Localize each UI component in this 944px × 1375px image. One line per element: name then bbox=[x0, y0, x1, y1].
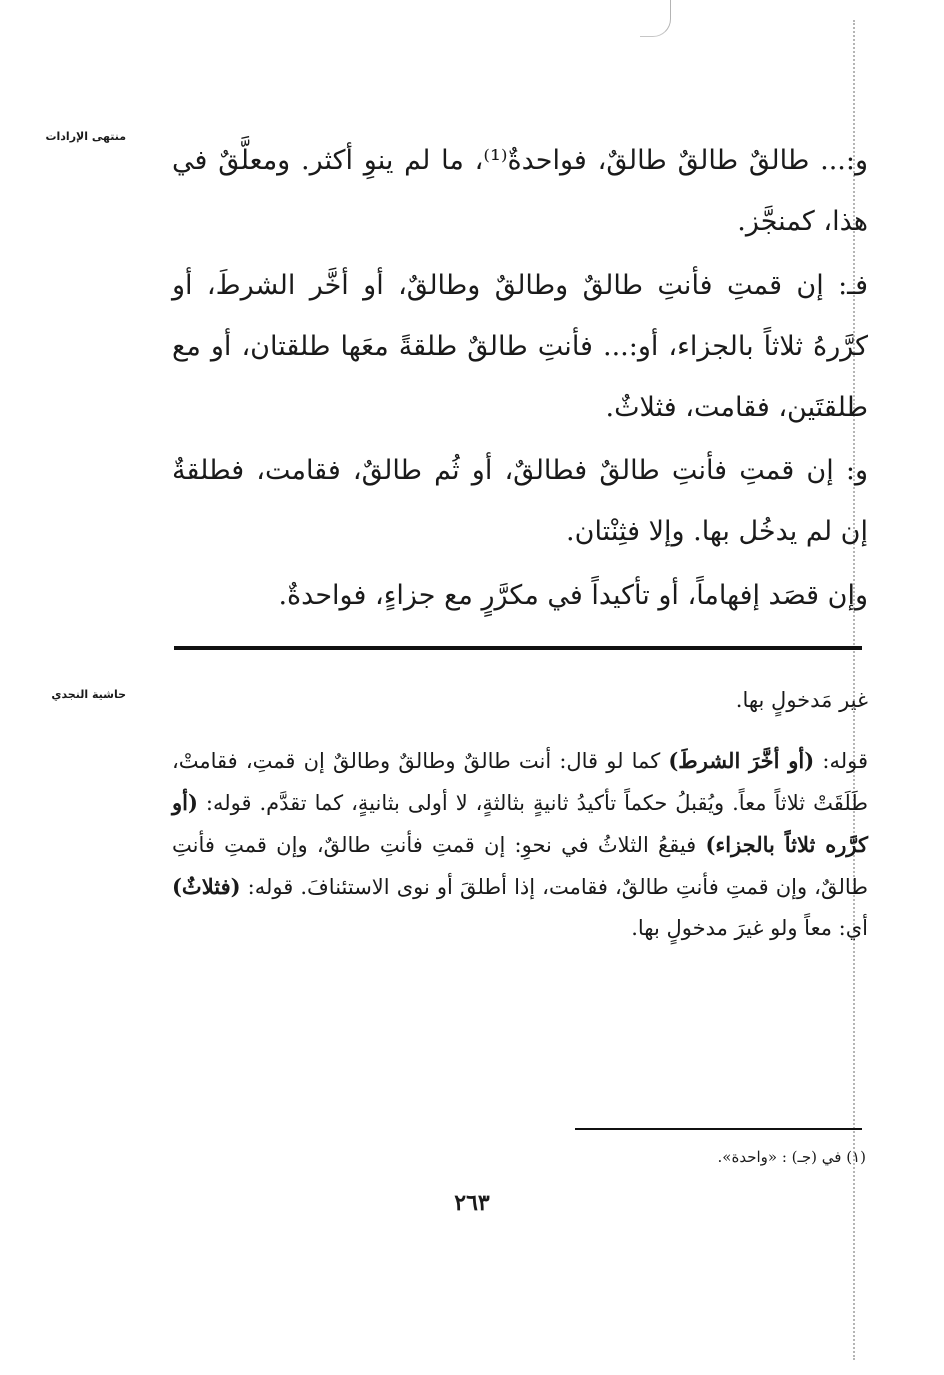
matn-header-label: منتهى الإرادات bbox=[45, 130, 126, 143]
page-number: ٢٦٣ bbox=[454, 1190, 490, 1216]
footnote: (١) في (جـ) : «واحدة». bbox=[717, 1148, 866, 1166]
footnote-rule bbox=[575, 1128, 862, 1130]
sharh-paragraph-2 bbox=[172, 740, 868, 949]
sharh-term-karrarahu: (أو كرَّره ثلاثاً بالجزاء) bbox=[172, 790, 868, 857]
sharh-text-1: كما لو قال: أنت طالقٌ وطالقٌ وطالقٌ إن قمتِ، فقامتْ، طَلَقَتْ ثلاثاً معاً. ويُقبلُ حكماً تأكيدُ ثانيةٍ بثالثةٍ، لا أولى بثانيةٍ، كما تقدَّم. قوله: bbox=[172, 749, 868, 815]
sharh-term-akhkhara: (أو أخَّرَ الشرطَ) bbox=[668, 748, 815, 773]
matn-paragraph-3: و: إن قمتِ فأنتِ طالقٌ فطالقٌ، أو ثُم طالقٌ، فقامت، فطلقةٌ إن لم يدخُل بها. وإلا فثِنْتان. bbox=[172, 455, 868, 547]
matn-paragraph-1: و:... طالقٌ طالقٌ طالقٌ، فواحدةٌ⁽¹⁾، ما لم ينوِ أكثر. ومعلَّقٌ في هذا، كمنجَّز. bbox=[172, 145, 868, 237]
sharh-header-label: حاشية النجدي bbox=[51, 688, 126, 701]
sharh-line-1: غير مَدخولٍ بها. bbox=[735, 688, 868, 712]
sharh-term-fathalath: (فثلاثٌ) bbox=[172, 874, 241, 899]
scan-mark bbox=[640, 0, 671, 37]
sharh-text-3: أي: معاً ولو غيرَ مدخولٍ بها. bbox=[631, 916, 868, 940]
section-divider bbox=[174, 646, 862, 650]
matn-paragraph-2: فـ: إن قمتِ فأنتِ طالقٌ وطالقٌ وطالقٌ، أو أخَّر الشرطَ، أو كرَّرهُ ثلاثاً بالجزاء، أو:... فأنتِ طالقٌ طلقةً معَها طلقتان، أو مع طلقتَين، فقامت، فثلاثٌ. bbox=[172, 270, 868, 423]
sharh-text-2: فيقعُ الثلاثُ في نحوِ: إن قمتِ فأنتِ طالقٌ، وإن قمتِ فأنتِ طالقٌ، وإن قمتِ فأنتِ طالقٌ، فقامت، إذا أطلقَ أو نوى الاستئنافَ. قوله: bbox=[172, 833, 868, 899]
sharh-qawluh: قوله: bbox=[822, 749, 868, 773]
matn-paragraph-4: وإن قصَد إفهاماً، أو تأكيداً في مكرَّرٍ مع جزاءٍ، فواحدةٌ. bbox=[278, 580, 868, 611]
